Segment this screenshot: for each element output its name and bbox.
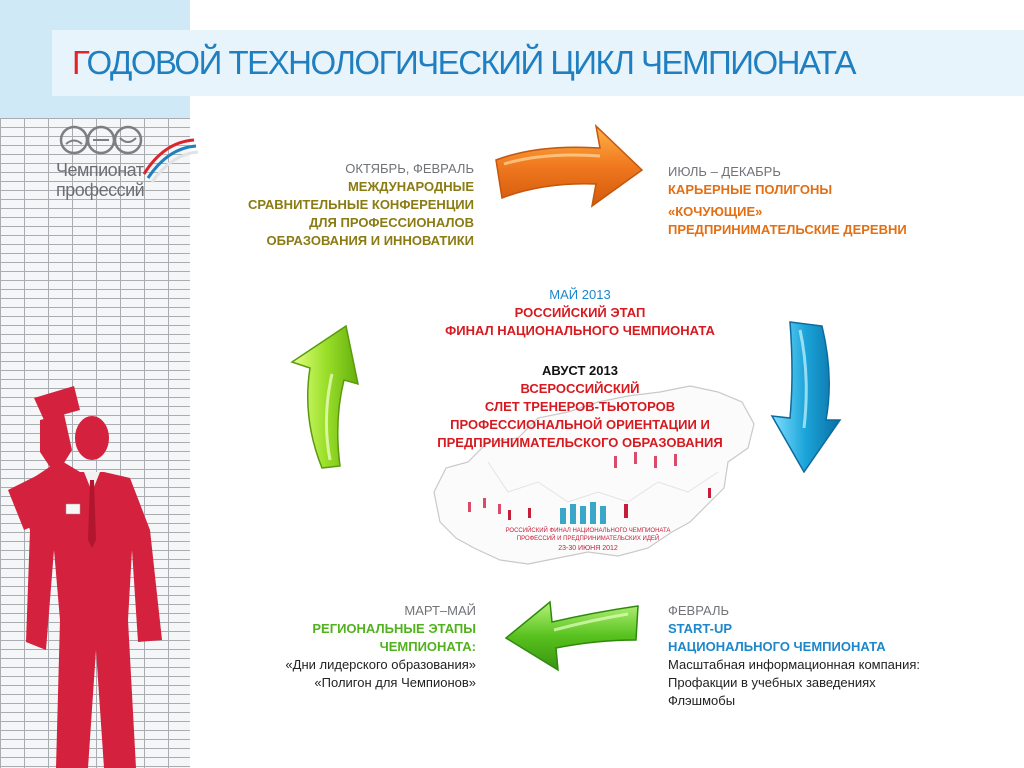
title-first-letter: Г bbox=[72, 44, 87, 81]
bottom-left-line1: РЕГИОНАЛЬНЫЕ ЭТАПЫ bbox=[312, 621, 476, 636]
page-title bbox=[72, 44, 855, 82]
top-left-line2: СРАВНИТЕЛЬНЫЕ КОНФЕРЕНЦИИ bbox=[247, 197, 474, 212]
bottom-left-block bbox=[200, 602, 476, 692]
map-caption-line1: РОССИЙСКИЙ ФИНАЛ НАЦИОНАЛЬНОГО ЧЕМПИОНАТА bbox=[505, 528, 671, 534]
orange-arrow-right bbox=[488, 120, 648, 212]
may-period: МАЙ 2013 bbox=[549, 287, 611, 302]
bottom-left-period: МАРТ–МАЙ bbox=[404, 603, 476, 618]
top-left-line3: ДЛЯ ПРОФЕССИОНАЛОВ bbox=[309, 215, 474, 230]
center-aug-block bbox=[380, 362, 780, 452]
may-line2: ФИНАЛ НАЦИОНАЛЬНОГО ЧЕМПИОНАТА bbox=[445, 323, 715, 338]
map-caption-line2: ПРОФЕССИЙ И ПРЕДПРИНИМАТЕЛЬСКИХ ИДЕЙ bbox=[516, 536, 660, 542]
top-left-block bbox=[190, 160, 474, 250]
bottom-right-period: ФЕВРАЛЬ bbox=[668, 603, 730, 618]
bottom-right-line5: Флэшмобы bbox=[668, 693, 736, 708]
top-right-line2: «КОЧУЮЩИЕ» bbox=[668, 204, 763, 219]
bottom-left-line4: «Полигон для Чемпионов» bbox=[314, 675, 476, 690]
aug-line4: ПРЕДПРИНИМАТЕЛЬСКОГО ОБРАЗОВАНИЯ bbox=[437, 435, 723, 450]
aug-line3: ПРОФЕССИОНАЛЬНОЙ ОРИЕНТАЦИИ И bbox=[450, 417, 710, 432]
green-arrow-left bbox=[500, 596, 644, 676]
bottom-right-line3: Масштабная информационная компания: bbox=[668, 657, 920, 672]
top-right-line3: ПРЕДПРИНИМАТЕЛЬСКИЕ ДЕРЕВНИ bbox=[668, 222, 907, 237]
cyan-arrow-down bbox=[764, 316, 844, 476]
bottom-left-line2: ЧЕМПИОНАТА: bbox=[379, 639, 476, 654]
top-left-line4: ОБРАЗОВАНИЯ И ИННОВАТИКИ bbox=[266, 233, 474, 248]
top-left-period: ОКТЯБРЬ, ФЕВРАЛЬ bbox=[345, 161, 474, 176]
top-right-line1: КАРЬЕРНЫЕ ПОЛИГОНЫ bbox=[668, 182, 833, 197]
map-caption-line3: 23-30 ИЮНЯ 2012 bbox=[558, 545, 618, 552]
bottom-right-line4: Профакции в учебных заведениях bbox=[668, 675, 876, 690]
bottom-right-line1: START-UP bbox=[668, 621, 733, 636]
center-may-block bbox=[380, 286, 780, 340]
logo-line2: профессий bbox=[56, 180, 145, 200]
lime-arrow-up bbox=[288, 322, 364, 474]
title-rest: ОДОВОЙ ТЕХНОЛОГИЧЕСКИЙ ЦИКЛ ЧЕМПИОНАТА bbox=[86, 44, 855, 81]
aug-line2: СЛЕТ ТРЕНЕРОВ-ТЬЮТОРОВ bbox=[484, 399, 676, 414]
top-left-line1: МЕЖДУНАРОДНЫЕ bbox=[347, 179, 474, 194]
businessman-figure bbox=[0, 380, 200, 768]
bottom-right-block bbox=[668, 602, 1008, 710]
may-line1: РОССИЙСКИЙ ЭТАП bbox=[514, 305, 646, 320]
aug-period: АВУСТ 2013 bbox=[542, 363, 618, 378]
bottom-left-line3: «Дни лидерского образования» bbox=[285, 657, 476, 672]
aug-line1: ВСЕРОССИЙСКИЙ bbox=[520, 381, 640, 396]
bottom-right-line2: НАЦИОНАЛЬНОГО ЧЕМПИОНАТА bbox=[668, 639, 886, 654]
logo-line1: Чемпионат bbox=[56, 160, 144, 180]
top-right-block bbox=[668, 163, 1008, 239]
top-right-period: ИЮЛЬ – ДЕКАБРЬ bbox=[668, 164, 781, 179]
